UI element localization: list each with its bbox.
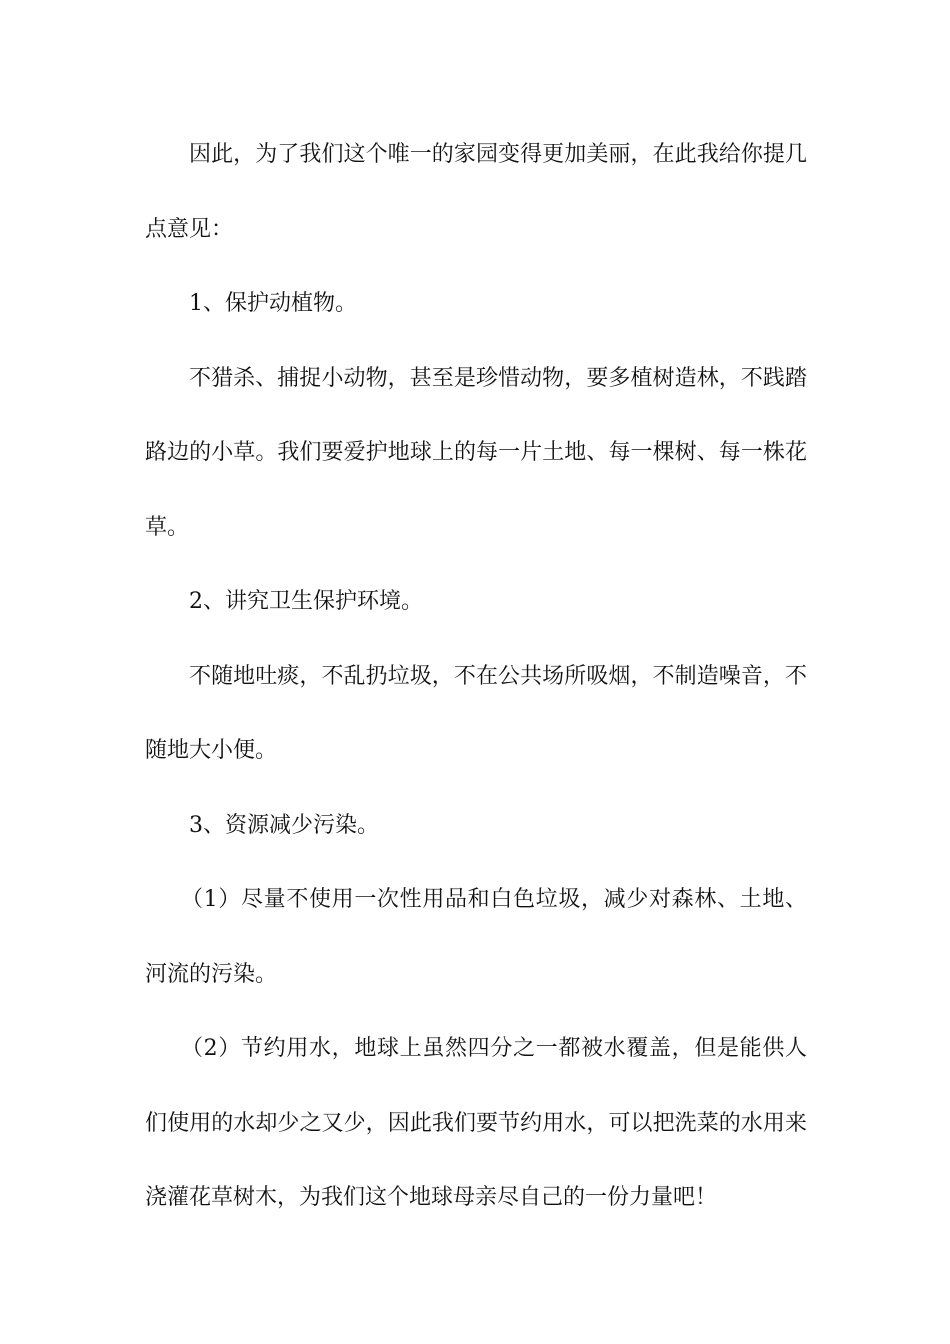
paragraph-save-water: （2）节约用水，地球上虽然四分之一都被水覆盖，但是能供人们使用的水却少之又少，因此我们要节约用水，可以把洗菜的水用来浇灌花草树木，为我们这个地球母亲尽自己的一份力量吧！ <box>145 1036 807 1210</box>
paragraph-hygiene: 不随地吐痰，不乱扔垃圾，不在公共场所吸烟，不制造噪音，不随地大小便。 <box>145 663 807 763</box>
paragraph-intro: 因此，为了我们这个唯一的家园变得更加美丽，在此我给你提几点意见： <box>145 142 807 242</box>
document-body <box>145 118 807 1236</box>
heading-protect-wildlife: 1、保护动植物。 <box>189 291 357 316</box>
paragraph-protect-wildlife: 不猎杀、捕捉小动物，甚至是珍惜动物，要多植树造林，不践踏路边的小草。我们要爱护地球上的每一片土地、每一棵树、每一株花草。 <box>145 365 807 540</box>
paragraph-disposable-items: （1）尽量不使用一次性用品和白色垃圾，减少对森林、土地、河流的污染。 <box>145 887 807 987</box>
heading-hygiene: 2、讲究卫生保护环境。 <box>189 589 423 614</box>
heading-reduce-pollution: 3、资源减少污染。 <box>189 812 379 838</box>
